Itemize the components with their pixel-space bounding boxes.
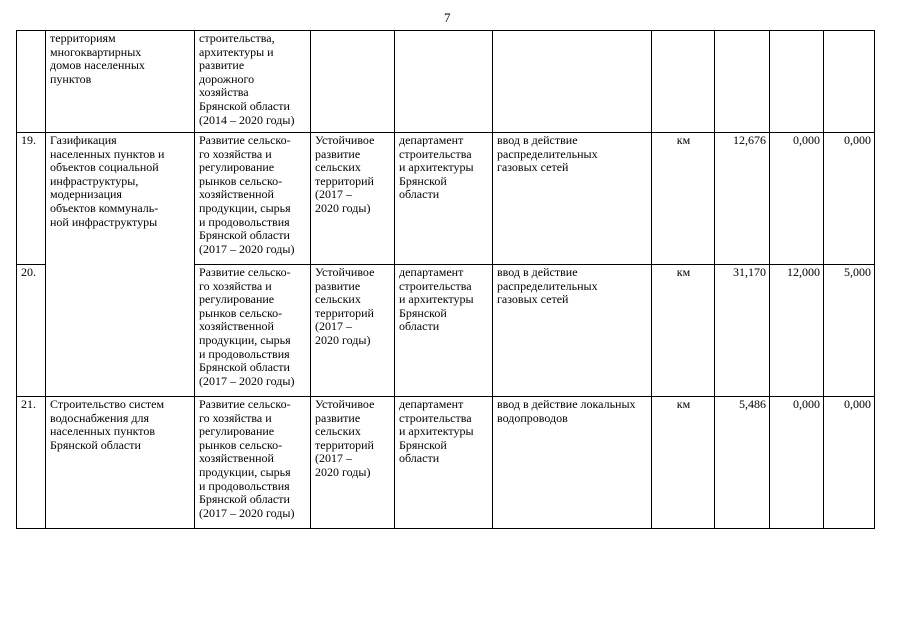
subprogram	[311, 31, 395, 133]
indicator	[493, 31, 652, 133]
state-program: Развитие сельско- го хозяйства и регулирование рынков сельско- хозяйственной продукции, сырья и продовольствия Брянской области (2017 – 2020 годы)	[195, 397, 311, 529]
table-row	[17, 133, 875, 265]
row-number: 20.	[17, 265, 46, 397]
state-program: Развитие сельско- го хозяйства и регулирование рынков сельско- хозяйственной продукции, сырья и продовольствия Брянской области (2017 – 2020 годы)	[195, 265, 311, 397]
unit: км	[652, 397, 715, 529]
indicator: ввод в действие распределительных газовых сетей	[493, 133, 652, 265]
measure-name: Газификация населенных пунктов и объектов социальной инфраструктуры, модернизация объектов коммуналь- ной инфраструктуры	[46, 133, 195, 397]
state-program: Развитие сельско- го хозяйства и регулирование рынков сельско- хозяйственной продукции, сырья и продовольствия Брянской области (2017 – 2020 годы)	[195, 133, 311, 265]
program-table	[16, 30, 875, 529]
value-cell: 0,000	[770, 133, 824, 265]
value-cell: 12,000	[770, 265, 824, 397]
value-cell	[770, 31, 824, 133]
value-cell: 0,000	[824, 397, 875, 529]
subprogram: Устойчивое развитие сельских территорий (2017 – 2020 годы)	[311, 265, 395, 397]
value-cell: 5,000	[824, 265, 875, 397]
value-cell: 31,170	[715, 265, 770, 397]
table-row	[17, 397, 875, 529]
measure-name: Строительство систем водоснабжения для населенных пунктов Брянской области	[46, 397, 195, 529]
unit	[652, 31, 715, 133]
value-cell: 0,000	[824, 133, 875, 265]
value-cell	[824, 31, 875, 133]
value-cell	[715, 31, 770, 133]
row-number	[17, 31, 46, 133]
executor: департамент строительства и архитектуры Брянской области	[395, 133, 493, 265]
executor	[395, 31, 493, 133]
unit: км	[652, 133, 715, 265]
row-number: 21.	[17, 397, 46, 529]
unit: км	[652, 265, 715, 397]
state-program: строительства, архитектуры и развитие дорожного хозяйства Брянской области (2014 – 2020 годы)	[195, 31, 311, 133]
page-number: 7	[444, 10, 451, 25]
executor: департамент строительства и архитектуры Брянской области	[395, 397, 493, 529]
subprogram: Устойчивое развитие сельских территорий (2017 – 2020 годы)	[311, 397, 395, 529]
indicator: ввод в действие распределительных газовых сетей	[493, 265, 652, 397]
value-cell: 0,000	[770, 397, 824, 529]
indicator: ввод в действие локальных водопроводов	[493, 397, 652, 529]
row-number: 19.	[17, 133, 46, 265]
executor: департамент строительства и архитектуры Брянской области	[395, 265, 493, 397]
value-cell: 5,486	[715, 397, 770, 529]
measure-name: территориям многоквартирных домов населенных пунктов	[46, 31, 195, 133]
value-cell: 12,676	[715, 133, 770, 265]
subprogram: Устойчивое развитие сельских территорий (2017 – 2020 годы)	[311, 133, 395, 265]
table-row	[17, 31, 875, 133]
